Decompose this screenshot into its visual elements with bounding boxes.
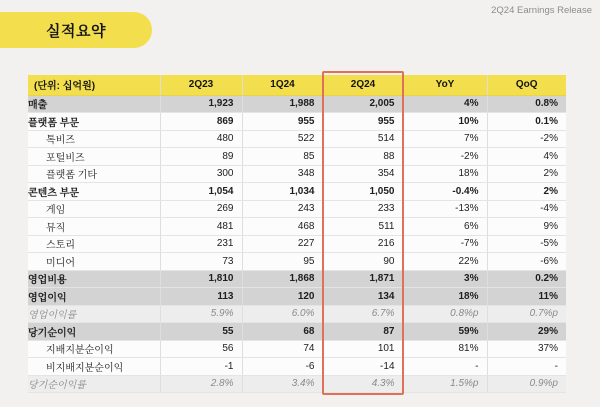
cell-value: 468 [242, 218, 323, 236]
table-row [28, 113, 566, 131]
cell-value: -5% [487, 235, 566, 253]
row-label: 톡비즈 [28, 130, 160, 148]
cell-value: 18% [403, 288, 487, 306]
cell-value: 0.8% [487, 95, 566, 113]
row-label: 플랫폼 부문 [28, 113, 160, 131]
table-row [28, 183, 566, 201]
cell-value: -14 [323, 358, 403, 376]
table-row [28, 130, 566, 148]
cell-value: -6% [487, 253, 566, 271]
row-label: 영업비용 [28, 270, 160, 288]
column-header-yoy: YoY [403, 75, 487, 95]
cell-value: 1,054 [160, 183, 242, 201]
cell-value: 514 [323, 130, 403, 148]
cell-value: 231 [160, 235, 242, 253]
cell-value: 59% [403, 323, 487, 341]
cell-value: 243 [242, 200, 323, 218]
table-row [28, 305, 566, 323]
table-row [28, 288, 566, 306]
cell-value: 955 [323, 113, 403, 131]
cell-value: 0.7%p [487, 305, 566, 323]
cell-value: 10% [403, 113, 487, 131]
cell-value: -4% [487, 200, 566, 218]
cell-value: 37% [487, 340, 566, 358]
page-title-pill [0, 12, 152, 48]
table-body [28, 95, 566, 393]
cell-value: 1,034 [242, 183, 323, 201]
row-label: 당기순이익 [28, 323, 160, 341]
cell-value: 233 [323, 200, 403, 218]
cell-value: 1,923 [160, 95, 242, 113]
row-label: 게임 [28, 200, 160, 218]
cell-value: 74 [242, 340, 323, 358]
table-row [28, 218, 566, 236]
row-label: 매출 [28, 95, 160, 113]
cell-value: - [403, 358, 487, 376]
cell-value: 2% [487, 165, 566, 183]
table-header-row [28, 75, 566, 95]
cell-value: -6 [242, 358, 323, 376]
cell-value: 7% [403, 130, 487, 148]
cell-value: -2% [487, 130, 566, 148]
table-row [28, 95, 566, 113]
cell-value: 869 [160, 113, 242, 131]
cell-value: - [487, 358, 566, 376]
table-row [28, 358, 566, 376]
column-header-2q23: 2Q23 [160, 75, 242, 95]
cell-value: 216 [323, 235, 403, 253]
cell-value: 2.8% [160, 375, 242, 393]
cell-value: -1 [160, 358, 242, 376]
cell-value: 955 [242, 113, 323, 131]
cell-value: 9% [487, 218, 566, 236]
table-row [28, 340, 566, 358]
cell-value: 511 [323, 218, 403, 236]
cell-value: 29% [487, 323, 566, 341]
cell-value: -0.4% [403, 183, 487, 201]
cell-value: 73 [160, 253, 242, 271]
table-row [28, 165, 566, 183]
cell-value: 18% [403, 165, 487, 183]
cell-value: 55 [160, 323, 242, 341]
cell-value: 2,005 [323, 95, 403, 113]
row-label: 뮤직 [28, 218, 160, 236]
cell-value: 90 [323, 253, 403, 271]
column-header-2q24: 2Q24 [323, 75, 403, 95]
row-label: 당기순이익률 [28, 375, 160, 393]
performance-summary-table [28, 75, 566, 393]
table-row [28, 200, 566, 218]
cell-value: 134 [323, 288, 403, 306]
cell-value: 1,871 [323, 270, 403, 288]
cell-value: 3% [403, 270, 487, 288]
cell-value: 480 [160, 130, 242, 148]
cell-value: 4% [487, 148, 566, 166]
cell-value: 481 [160, 218, 242, 236]
cell-value: 120 [242, 288, 323, 306]
cell-value: 6.7% [323, 305, 403, 323]
row-label: 스토리 [28, 235, 160, 253]
cell-value: 0.8%p [403, 305, 487, 323]
cell-value: 87 [323, 323, 403, 341]
release-label: 2Q24 Earnings Release [491, 5, 592, 16]
column-header-qoq: QoQ [487, 75, 566, 95]
cell-value: 6.0% [242, 305, 323, 323]
cell-value: 56 [160, 340, 242, 358]
table-row [28, 253, 566, 271]
cell-value: 4% [403, 95, 487, 113]
cell-value: 269 [160, 200, 242, 218]
cell-value: 81% [403, 340, 487, 358]
cell-value: 0.9%p [487, 375, 566, 393]
cell-value: 89 [160, 148, 242, 166]
cell-value: 1,050 [323, 183, 403, 201]
table-row [28, 323, 566, 341]
page-title: 실적요약 [46, 22, 106, 40]
cell-value: 227 [242, 235, 323, 253]
row-label: 미디어 [28, 253, 160, 271]
cell-value: 1,810 [160, 270, 242, 288]
cell-value: -2% [403, 148, 487, 166]
cell-value: 0.2% [487, 270, 566, 288]
cell-value: -7% [403, 235, 487, 253]
row-label: 비지배지분순이익 [28, 358, 160, 376]
table-row [28, 235, 566, 253]
cell-value: 1,868 [242, 270, 323, 288]
cell-value: 68 [242, 323, 323, 341]
row-label: 지배지분순이익 [28, 340, 160, 358]
table-row [28, 375, 566, 393]
cell-value: 0.1% [487, 113, 566, 131]
cell-value: -13% [403, 200, 487, 218]
cell-value: 5.9% [160, 305, 242, 323]
table-row [28, 148, 566, 166]
row-label: 플랫폼 기타 [28, 165, 160, 183]
cell-value: 300 [160, 165, 242, 183]
row-label: 포털비즈 [28, 148, 160, 166]
row-label: 영업이익률 [28, 305, 160, 323]
cell-value: 6% [403, 218, 487, 236]
row-label: 콘텐츠 부문 [28, 183, 160, 201]
cell-value: 4.3% [323, 375, 403, 393]
cell-value: 95 [242, 253, 323, 271]
cell-value: 348 [242, 165, 323, 183]
cell-value: 1,988 [242, 95, 323, 113]
cell-value: 522 [242, 130, 323, 148]
cell-value: 22% [403, 253, 487, 271]
cell-value: 1.5%p [403, 375, 487, 393]
cell-value: 101 [323, 340, 403, 358]
cell-value: 3.4% [242, 375, 323, 393]
cell-value: 88 [323, 148, 403, 166]
cell-value: 2% [487, 183, 566, 201]
cell-value: 113 [160, 288, 242, 306]
cell-value: 354 [323, 165, 403, 183]
cell-value: 11% [487, 288, 566, 306]
row-label: 영업이익 [28, 288, 160, 306]
table-row [28, 270, 566, 288]
column-header-1q24: 1Q24 [242, 75, 323, 95]
unit-label: (단위: 십억원) [28, 75, 160, 95]
cell-value: 85 [242, 148, 323, 166]
